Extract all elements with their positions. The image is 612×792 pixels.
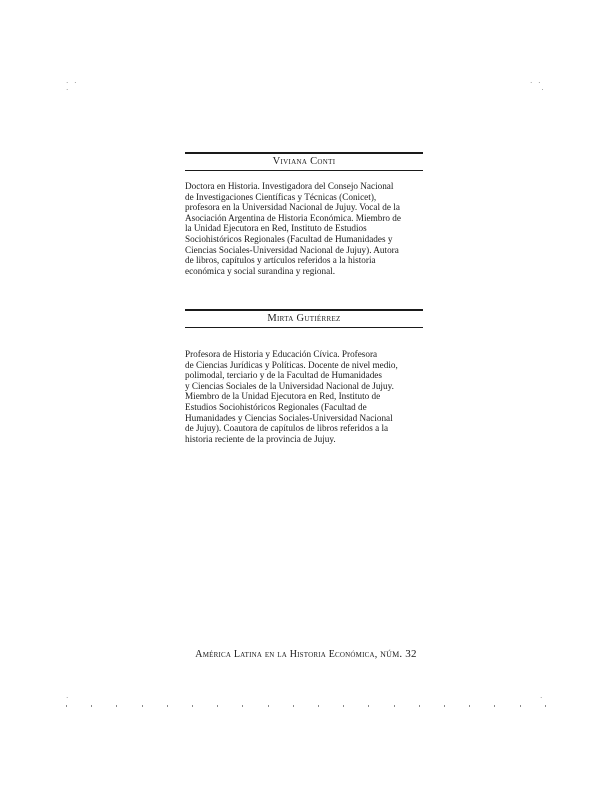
bottom-print-marks [66, 705, 546, 711]
bio-line: profesora en la Universidad Nacional de Jujuy. Vocal de la [185, 202, 400, 213]
crop-mark-bottom-left: · [66, 694, 71, 702]
bio-line: Asociación Argentina de Historia Económica. Miembro de [185, 212, 401, 223]
bio-line: de Jujuy). Coautora de capítulos de libros referidos a la [185, 423, 389, 434]
bio-line: Profesora de Historia y Educación Cívica. Profesora [185, 349, 378, 359]
crop-mark-top-left: · · · [66, 79, 79, 94]
bio-line: y Ciencias Sociales de la Universidad Nacional de Jujuy. [185, 380, 394, 391]
bio-line: de libros, capítulos y artículos referidos a la historia [185, 255, 376, 266]
author-bio-section-2 [185, 309, 423, 444]
author-name: Viviana Conti [272, 156, 336, 167]
bio-line: Sociohistóricos Regionales (Facultad de Humanidades y [185, 233, 393, 244]
crop-mark-bottom-right: · [540, 694, 545, 702]
bio-line: de Investigaciones Científicas y Técnicas (Conicet), [185, 191, 377, 202]
bio-line: Estudios Sociohistóricos Regionales (Facultad de [185, 401, 367, 412]
author-bio [185, 349, 423, 444]
bio-line: polimodal, terciario y de la Facultad de Humanidades [185, 370, 382, 381]
bio-line: Miembro de la Unidad Ejecutora en Red, Instituto de [185, 391, 381, 402]
journal-title: América Latina en la Historia Económica, [195, 649, 378, 660]
author-name: Mirta Gutiérrez [267, 313, 341, 324]
bio-line: Doctora en Historia. Investigadora del Consejo Nacional [185, 181, 394, 191]
bio-line: Humanidades y Ciencias Sociales-Universidad Nacional [185, 412, 393, 423]
bio-line: económica y social surandina y regional. [185, 265, 336, 276]
author-bio-section-1 [185, 152, 423, 276]
bio-line: historia reciente de la provincia de Jujuy. [185, 433, 336, 444]
crop-mark-top-right: · · · [530, 79, 546, 94]
bio-line: la Unidad Ejecutora en Red, Instituto de Estudios [185, 223, 367, 234]
author-bio [185, 181, 423, 276]
bio-line: Ciencias Sociales-Universidad Nacional de Jujuy). Autora [185, 244, 399, 255]
running-footer [0, 648, 612, 660]
bio-line: de Ciencias Jurídicas y Políticas. Docente de nivel medio, [185, 359, 398, 370]
issue-number: núm. 32 [380, 648, 417, 660]
